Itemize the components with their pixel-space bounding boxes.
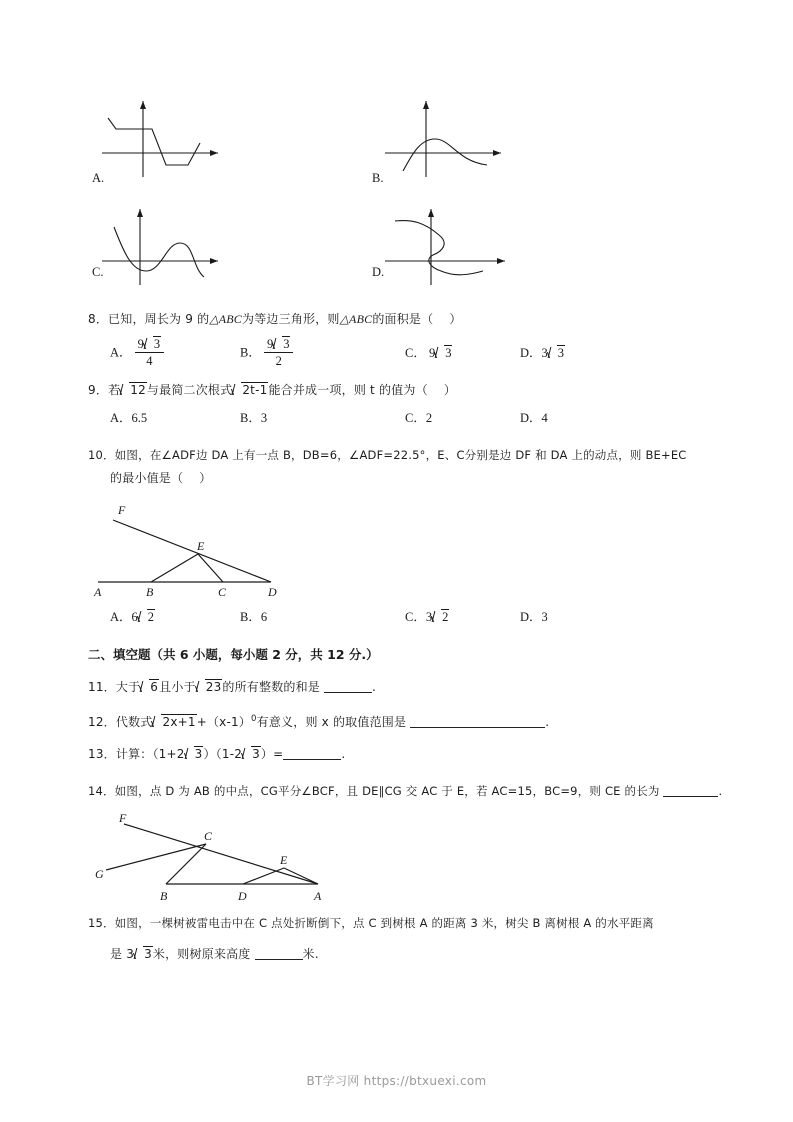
q8-option-c[interactable] — [405, 343, 452, 361]
q8-option-c-letter: C． — [405, 346, 426, 360]
q8-option-a-num-root: 3 — [153, 337, 161, 351]
svg-text:E: E — [197, 539, 205, 553]
q10-number: 10． — [88, 448, 115, 462]
q10-option-d[interactable] — [520, 607, 548, 625]
svg-text:E: E — [280, 853, 288, 867]
q9-post: 能合并成一项，则 t 的值为（ — [268, 383, 428, 397]
question-10-figure — [88, 502, 388, 602]
q10-option-a[interactable] — [110, 607, 155, 625]
q10-option-a-root: 2 — [147, 610, 155, 624]
q10-option-c[interactable] — [405, 607, 449, 625]
graph-option-c-letter: C. — [92, 265, 104, 279]
q8-option-b-num-coef: 9 — [266, 337, 274, 351]
q12-number: 12． — [88, 715, 116, 729]
q13-post: ）= — [260, 747, 284, 761]
q9-root-12: 12 — [130, 383, 146, 397]
q8-option-d-letter: D． — [520, 346, 542, 360]
q15-answer-blank[interactable] — [255, 947, 303, 960]
q13-root-3b: 3 — [252, 747, 260, 761]
graph-option-d-letter: D. — [372, 265, 385, 279]
graph-option-d-figure — [383, 205, 513, 290]
q10-option-a-letter: A． — [110, 610, 132, 624]
q14-number: 14． — [88, 784, 115, 798]
q8-number: 8． — [88, 312, 109, 326]
question-8-stem — [88, 311, 462, 328]
question-9-options — [110, 408, 770, 430]
q9-option-d[interactable]: D．4 — [520, 411, 548, 425]
q8-option-b[interactable] — [240, 337, 293, 370]
svg-text:B: B — [146, 585, 154, 599]
q8-option-d-root: 3 — [557, 346, 565, 360]
q10-line2: 的最小值是（ — [110, 471, 184, 485]
q9-number: 9． — [88, 383, 109, 397]
q10-option-d-value: 3 — [541, 610, 548, 624]
q11-pre: 大于 — [115, 680, 141, 694]
q13-number: 13． — [88, 747, 116, 761]
q8-option-c-root: 3 — [445, 346, 452, 360]
q11-end: . — [372, 680, 377, 694]
q14-end: . — [718, 784, 723, 798]
svg-text:C: C — [204, 829, 213, 843]
q10-option-c-letter: C． — [405, 610, 426, 624]
question-10-stem-line2 — [110, 470, 211, 487]
graph-option-a-letter: A. — [92, 171, 105, 185]
q8-stem-post: 的面积是（ — [372, 312, 434, 326]
graph-option-a-figure — [100, 95, 230, 180]
question-15-line2 — [110, 946, 319, 963]
svg-text:F: F — [118, 503, 126, 517]
q8-option-b-num-root: 3 — [283, 337, 290, 351]
q13-pre: 计算：（1+2 — [115, 747, 185, 761]
svg-text:A: A — [94, 585, 102, 599]
q15-line2-mid: 米，则树原来高度 — [152, 947, 251, 961]
q8-triangle-abc: △ABC — [209, 312, 243, 326]
q12-end: . — [545, 715, 550, 729]
q9-root-2t1: 2t-1 — [242, 383, 268, 397]
q11-answer-blank[interactable] — [324, 680, 372, 693]
q8-option-b-letter: B． — [240, 345, 261, 360]
question-12 — [88, 711, 549, 731]
q15-number: 15． — [88, 916, 115, 930]
q12-answer-blank[interactable] — [410, 715, 545, 728]
section-2-heading: 二、填空题（共 6 小题，每小题 2 分，共 12 分.） — [88, 647, 379, 662]
q8-option-b-den: 2 — [275, 354, 282, 368]
question-9-stem — [88, 382, 456, 399]
q9-pre: 若 — [108, 383, 121, 397]
q9-option-c[interactable]: C．2 — [405, 411, 433, 425]
q13-end: . — [341, 747, 346, 761]
q9-mid: 与最简二次根式 — [146, 383, 233, 397]
question-15-line1 — [88, 915, 654, 932]
q15-line2-pre: 是 3 — [110, 947, 135, 961]
svg-text:D: D — [238, 889, 247, 903]
question-14 — [88, 783, 722, 800]
q12-pre: 代数式 — [115, 715, 153, 729]
q8-option-c-coef: 9 — [428, 346, 436, 360]
question-11 — [88, 679, 376, 696]
footer-watermark: BT学习网 https://btxuexi.com — [306, 1074, 487, 1088]
q10-option-c-coef: 3 — [425, 610, 433, 624]
q15-root-3: 3 — [144, 947, 152, 961]
svg-text:G: G — [95, 867, 104, 881]
svg-text:C: C — [218, 585, 227, 599]
q12-mid: +（x-1） — [196, 715, 252, 729]
q14-text: 如图，点 D 为 AB 的中点，CG平分∠BCF，且 DE∥CG 交 AC 于 E，若 AC=15，BC=9，则 CE 的长为 — [114, 784, 660, 798]
graph-option-c-figure — [100, 205, 230, 290]
graph-option-b-figure — [383, 95, 513, 180]
q8-option-a-den: 4 — [146, 354, 153, 368]
q10-line2-end: ） — [199, 471, 212, 485]
q9-option-b[interactable]: B．3 — [240, 411, 268, 425]
q14-answer-blank[interactable] — [663, 784, 718, 797]
svg-text:A: A — [314, 889, 322, 903]
q10-option-d-letter: D． — [520, 610, 542, 624]
question-13 — [88, 746, 345, 763]
q8-option-a-num-coef: 9 — [137, 337, 144, 351]
svg-text:B: B — [160, 889, 168, 903]
q11-root-23: 23 — [205, 680, 222, 694]
svg-text:D: D — [268, 585, 277, 599]
question-8-options — [110, 333, 770, 368]
q8-stem-end: ） — [449, 312, 462, 326]
q11-number: 11． — [88, 680, 116, 694]
q15-line2-end: 米. — [302, 947, 319, 961]
question-10-options — [110, 607, 770, 629]
q9-end: ） — [443, 383, 457, 397]
graph-option-b-letter: B. — [372, 171, 384, 185]
q8-stem-mid: 为等边三角形，则 — [242, 312, 340, 326]
q9-option-a[interactable]: A．6.5 — [110, 411, 148, 425]
q10-option-a-coef: 6 — [131, 610, 138, 624]
q13-root-3a: 3 — [194, 747, 203, 761]
q8-option-a[interactable] — [110, 337, 164, 370]
svg-text:F: F — [119, 812, 127, 825]
q12-root-2x1: 2x+1 — [162, 715, 196, 729]
q10-option-b-value: 6 — [260, 610, 268, 624]
q12-post: 有意义，则 x 的取值范围是 — [256, 715, 407, 729]
q8-stem-pre: 已知，周长为 9 的 — [108, 312, 210, 326]
q10-line1: 如图，在∠ADF边 DA 上有一点 B，DB=6，∠ADF=22.5°，E、C分别是边 DF 和 DA 上的动点，则 BE+EC — [114, 448, 687, 462]
q12-exponent: 0 — [251, 714, 257, 724]
q8-option-a-letter: A． — [110, 345, 132, 360]
q8-option-d-coef: 3 — [541, 346, 548, 360]
q10-option-c-root: 2 — [442, 610, 449, 624]
q11-post: 的所有整数的和是 — [222, 680, 321, 694]
q15-line1: 如图，一棵树被雷电击中在 C 点处折断倒下，点 C 到树根 A 的距离 3 米，树尖 B 离树根 A 的水平距离 — [114, 916, 654, 930]
question-14-figure — [88, 812, 388, 907]
q11-root-6: 6 — [150, 680, 159, 694]
q8-option-d[interactable] — [520, 343, 565, 361]
q10-option-b[interactable] — [240, 607, 267, 625]
q13-answer-blank[interactable] — [283, 747, 341, 760]
q13-mid: ）（1-2 — [203, 747, 243, 761]
q11-mid: 且小于 — [159, 680, 196, 694]
question-10-stem-line1 — [88, 447, 687, 464]
q8-triangle-abc-2: △ABC — [339, 312, 373, 326]
q10-option-b-letter: B． — [240, 610, 261, 624]
